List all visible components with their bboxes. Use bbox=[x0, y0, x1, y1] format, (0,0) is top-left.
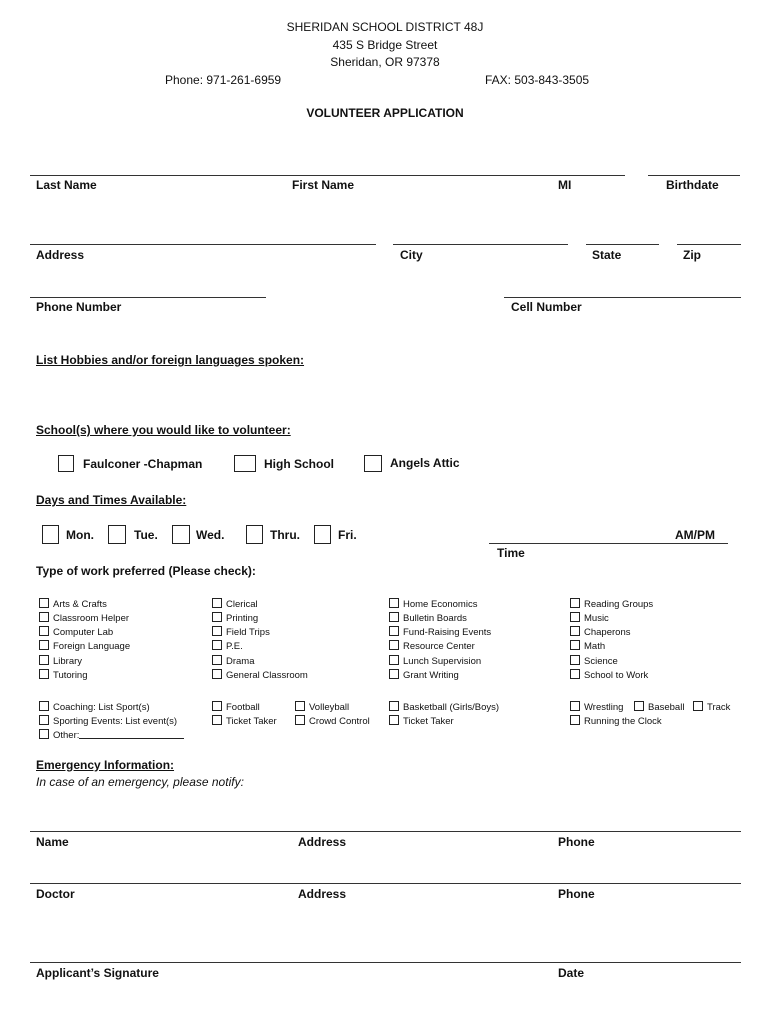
school-option-high-school: High School bbox=[264, 457, 334, 471]
checkbox[interactable] bbox=[212, 612, 222, 622]
zip-line[interactable] bbox=[677, 244, 741, 245]
sports-option[interactable]: Coaching: List Sport(s) bbox=[39, 701, 150, 713]
district-name: SHERIDAN SCHOOL DISTRICT 48J bbox=[286, 20, 484, 34]
checkbox[interactable] bbox=[39, 640, 49, 650]
checkbox[interactable] bbox=[39, 612, 49, 622]
day-fri: Fri. bbox=[338, 528, 357, 542]
other-blank-line[interactable] bbox=[79, 729, 184, 739]
work-option[interactable]: Science bbox=[570, 655, 618, 667]
work-option[interactable]: Bulletin Boards bbox=[389, 612, 467, 624]
address-label: Address bbox=[36, 248, 85, 262]
cell-number-label: Cell Number bbox=[511, 300, 582, 314]
work-type-label: Type of work preferred (Please check): bbox=[36, 564, 256, 578]
checkbox[interactable] bbox=[693, 701, 703, 711]
hobbies-label: List Hobbies and/or foreign languages spoken: bbox=[36, 353, 305, 367]
work-option[interactable]: School to Work bbox=[570, 669, 648, 681]
checkbox[interactable] bbox=[389, 612, 399, 622]
sports-option[interactable]: Crowd Control bbox=[295, 715, 370, 727]
checkbox[interactable] bbox=[570, 640, 580, 650]
work-option[interactable]: Classroom Helper bbox=[39, 612, 129, 624]
checkbox[interactable] bbox=[570, 715, 580, 725]
checkbox[interactable] bbox=[389, 640, 399, 650]
work-option[interactable]: Clerical bbox=[212, 598, 258, 610]
doctor-address-label: Address bbox=[298, 887, 347, 901]
checkbox[interactable] bbox=[295, 701, 305, 711]
state-line[interactable] bbox=[586, 244, 659, 245]
checkbox[interactable] bbox=[212, 598, 222, 608]
birthdate-label: Birthdate bbox=[666, 178, 719, 192]
sports-option[interactable]: Baseball bbox=[634, 701, 684, 713]
checkbox[interactable] bbox=[570, 669, 580, 679]
sports-option[interactable]: Ticket Taker bbox=[212, 715, 277, 727]
cell-line[interactable] bbox=[504, 297, 741, 298]
district-phone: Phone: 971-261-6959 bbox=[165, 73, 282, 87]
schools-label: School(s) where you would like to volunteer: bbox=[36, 423, 291, 437]
work-option[interactable]: Music bbox=[570, 612, 609, 624]
checkbox[interactable] bbox=[389, 655, 399, 665]
time-label: Time bbox=[497, 546, 525, 560]
work-option[interactable]: Foreign Language bbox=[39, 640, 130, 652]
checkbox[interactable] bbox=[389, 626, 399, 636]
city-line[interactable] bbox=[393, 244, 568, 245]
checkbox[interactable] bbox=[212, 640, 222, 650]
sports-option[interactable]: Running the Clock bbox=[570, 715, 662, 727]
day-checkbox-thru[interactable] bbox=[246, 525, 263, 544]
checkbox[interactable] bbox=[389, 715, 399, 725]
work-option[interactable]: Home Economics bbox=[389, 598, 477, 610]
checkbox[interactable] bbox=[570, 701, 580, 711]
work-option[interactable]: Printing bbox=[212, 612, 258, 624]
checkbox[interactable] bbox=[389, 701, 399, 711]
state-label: State bbox=[592, 248, 622, 262]
work-option[interactable]: Fund-Raising Events bbox=[389, 626, 491, 638]
day-checkbox-mon[interactable] bbox=[42, 525, 59, 544]
work-option[interactable]: Resource Center bbox=[389, 640, 475, 652]
emergency-name-label: Name bbox=[36, 835, 69, 849]
sports-option[interactable]: Basketball (Girls/Boys) bbox=[389, 701, 499, 713]
sports-option[interactable]: Football bbox=[212, 701, 260, 713]
sports-option[interactable]: Sporting Events: List event(s) bbox=[39, 715, 177, 727]
day-wed: Wed. bbox=[196, 528, 225, 542]
time-line[interactable] bbox=[489, 543, 728, 544]
work-option[interactable]: Reading Groups bbox=[570, 598, 653, 610]
checkbox[interactable] bbox=[570, 655, 580, 665]
work-option[interactable]: Arts & Crafts bbox=[39, 598, 107, 610]
last-name-label: Last Name bbox=[36, 178, 97, 192]
sports-option[interactable]: Volleyball bbox=[295, 701, 349, 713]
doctor-label: Doctor bbox=[36, 887, 75, 901]
checkbox[interactable] bbox=[39, 669, 49, 679]
sports-option[interactable]: Wrestling bbox=[570, 701, 623, 713]
day-checkbox-fri[interactable] bbox=[314, 525, 331, 544]
checkbox[interactable] bbox=[389, 669, 399, 679]
name-line[interactable] bbox=[30, 175, 625, 176]
checkbox[interactable] bbox=[212, 669, 222, 679]
city-label: City bbox=[400, 248, 423, 262]
emergency-contact-line[interactable] bbox=[30, 831, 741, 832]
checkbox[interactable] bbox=[389, 598, 399, 608]
school-checkbox-angels-attic[interactable] bbox=[364, 455, 382, 472]
checkbox[interactable] bbox=[39, 729, 49, 739]
school-checkbox-faulconer[interactable] bbox=[58, 455, 74, 472]
checkbox[interactable] bbox=[295, 715, 305, 725]
signature-line[interactable] bbox=[30, 962, 741, 963]
work-option[interactable]: General Classroom bbox=[212, 669, 308, 681]
street-address: 435 S Bridge Street bbox=[332, 38, 438, 52]
doctor-line[interactable] bbox=[30, 883, 741, 884]
work-option[interactable]: Computer Lab bbox=[39, 626, 113, 638]
checkbox[interactable] bbox=[634, 701, 644, 711]
checkbox[interactable] bbox=[39, 598, 49, 608]
sports-option[interactable]: Track bbox=[693, 701, 730, 713]
zip-label: Zip bbox=[683, 248, 701, 262]
phone-number-label: Phone Number bbox=[36, 300, 122, 314]
phone-line[interactable] bbox=[30, 297, 266, 298]
work-option[interactable]: Library bbox=[39, 655, 82, 667]
checkbox[interactable] bbox=[39, 701, 49, 711]
checkbox[interactable] bbox=[570, 612, 580, 622]
day-tue: Tue. bbox=[134, 528, 158, 542]
emergency-title: Emergency Information: bbox=[36, 758, 175, 772]
date-label: Date bbox=[558, 966, 585, 980]
district-fax: FAX: 503-843-3505 bbox=[485, 73, 590, 87]
checkbox[interactable] bbox=[39, 655, 49, 665]
day-checkbox-wed[interactable] bbox=[172, 525, 190, 544]
day-checkbox-tue[interactable] bbox=[108, 525, 126, 544]
mi-label: MI bbox=[558, 178, 572, 192]
signature-label: Applicant’s Signature bbox=[36, 966, 159, 980]
emergency-phone-label: Phone bbox=[558, 835, 595, 849]
school-option-faulconer: Faulconer -Chapman bbox=[83, 457, 203, 471]
work-option[interactable]: Drama bbox=[212, 655, 255, 667]
emergency-subtitle: In case of an emergency, please notify: bbox=[36, 775, 244, 789]
work-option[interactable]: Lunch Supervision bbox=[389, 655, 481, 667]
sports-option[interactable]: Ticket Taker bbox=[389, 715, 454, 727]
work-option[interactable]: Tutoring bbox=[39, 669, 88, 681]
day-thru: Thru. bbox=[270, 528, 300, 542]
checkbox[interactable] bbox=[39, 715, 49, 725]
work-option[interactable]: Math bbox=[570, 640, 605, 652]
ampm-label: AM/PM bbox=[675, 528, 715, 542]
sports-option-other[interactable]: Other: bbox=[39, 729, 184, 741]
checkbox[interactable] bbox=[570, 626, 580, 636]
work-option[interactable]: Grant Writing bbox=[389, 669, 459, 681]
checkbox[interactable] bbox=[570, 598, 580, 608]
work-option[interactable]: Field Trips bbox=[212, 626, 270, 638]
doctor-phone-label: Phone bbox=[558, 887, 595, 901]
days-label: Days and Times Available: bbox=[36, 493, 187, 507]
birthdate-line[interactable] bbox=[648, 175, 740, 176]
checkbox[interactable] bbox=[212, 626, 222, 636]
first-name-label: First Name bbox=[292, 178, 355, 192]
city-state-zip: Sheridan, OR 97378 bbox=[330, 55, 440, 69]
emergency-address-label: Address bbox=[298, 835, 347, 849]
address-line[interactable] bbox=[30, 244, 376, 245]
school-option-angels-attic: Angels Attic bbox=[390, 456, 460, 470]
work-option[interactable]: P.E. bbox=[212, 640, 243, 652]
form-title: VOLUNTEER APPLICATION bbox=[306, 106, 464, 120]
work-option[interactable]: Chaperons bbox=[570, 626, 630, 638]
school-checkbox-high-school[interactable] bbox=[234, 455, 256, 472]
checkbox[interactable] bbox=[39, 626, 49, 636]
checkbox[interactable] bbox=[212, 655, 222, 665]
checkbox[interactable] bbox=[212, 701, 222, 711]
day-mon: Mon. bbox=[66, 528, 94, 542]
checkbox[interactable] bbox=[212, 715, 222, 725]
